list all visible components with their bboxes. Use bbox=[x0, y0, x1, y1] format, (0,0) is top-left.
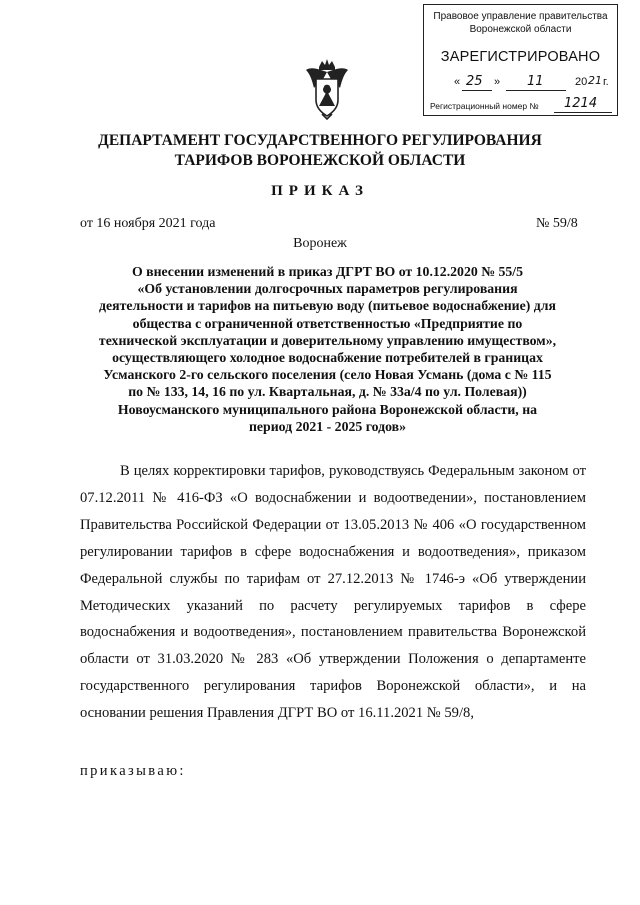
stamp-registered-label: ЗАРЕГИСТРИРОВАНО bbox=[440, 49, 601, 65]
document-subject bbox=[70, 263, 585, 435]
document-city: Воронеж bbox=[293, 236, 347, 251]
subject-line: общества с ограниченной ответственностью «Предприятие по bbox=[132, 315, 523, 331]
stamp-close-quote: » bbox=[494, 76, 501, 88]
department-line1: ДЕПАРТАМЕНТ ГОСУДАРСТВЕННОГО РЕГУЛИРОВАНИЯ bbox=[98, 132, 542, 149]
subject-line: Усманского 2-го сельского поселения (село Новая Усмань (дома с № 115 bbox=[103, 367, 552, 383]
stamp-open-quote: « bbox=[454, 76, 461, 88]
department-name bbox=[60, 131, 580, 171]
stamp-reg-number: 1214 bbox=[564, 96, 598, 111]
stamp-authority-line1: Правовое управление правительства bbox=[433, 11, 608, 22]
stamp-year-suffix: 21 bbox=[588, 74, 602, 87]
stamp-reg-number-line bbox=[430, 96, 614, 114]
document-date: от 16 ноября 2021 года bbox=[80, 216, 216, 231]
subject-line: О внесении изменений в приказ ДГРТ ВО от 10.12.2020 № 55/5 bbox=[131, 264, 524, 279]
stamp-authority-line2: Воронежской области bbox=[469, 24, 572, 35]
stamp-day: 25 bbox=[466, 74, 483, 89]
department-line2: ТАРИФОВ ВОРОНЕЖСКОЙ ОБЛАСТИ bbox=[174, 152, 466, 169]
document-body bbox=[80, 458, 586, 727]
subject-line: «Об установлении долгосрочных параметров регулирования bbox=[137, 281, 518, 297]
stamp-year-end: г. bbox=[603, 76, 609, 88]
order-word: приказываю: bbox=[80, 763, 186, 779]
coat-of-arms-icon bbox=[302, 58, 352, 120]
subject-line: Новоусманского муниципального района Воронежской области, на bbox=[117, 401, 538, 417]
stamp-date-line bbox=[454, 75, 614, 93]
registration-stamp bbox=[423, 4, 618, 116]
subject-line: осуществляющего холодное водоснабжение потребителей в границах bbox=[112, 350, 543, 366]
subject-line: период 2021 - 2025 годов» bbox=[248, 418, 407, 434]
subject-line: деятельности и тарифов на питьевую воду (питьевое водоснабжение) для bbox=[99, 298, 556, 314]
subject-line: по № 133, 14, 16 по ул. Квартальная, д. № 33а/4 по ул. Полевая)) bbox=[128, 384, 527, 400]
subject-line: технической эксплуатации и доверительному управлению имуществом», bbox=[98, 332, 557, 348]
stamp-reg-label: Регистрационный номер № bbox=[430, 101, 539, 111]
stamp-authority bbox=[424, 10, 617, 36]
document-type: ПРИКАЗ bbox=[271, 183, 369, 199]
stamp-year-prefix: 20 bbox=[575, 76, 588, 88]
document-number: № 59/8 bbox=[536, 216, 578, 231]
body-paragraph: В целях корректировки тарифов, руководствуясь Федеральным законом от 07.12.2011 № 416-ФЗ «О водоснабжении и водоотведении», постановлением Правительства Российской Федерации от 13.05.2013 № 406 «О государственном регулировании тарифов в сфере водоснабжения и водоотведения», приказом Федеральной службы по тарифам от 27.12.2013 № 1746-э «Об утверждении Методических указаний по расчету регулируемых тарифов в сфере водоснабжения и водоотведения», постановлением правительства Воронежской области от 31.03.2020 № 283 «Об утверждении Положения о департаменте государственного регулирования тарифов Воронежской области», и на основании решения Правления ДГРТ ВО от 16.11.2021 № 59/8, bbox=[80, 463, 586, 722]
stamp-month: 11 bbox=[527, 74, 544, 89]
